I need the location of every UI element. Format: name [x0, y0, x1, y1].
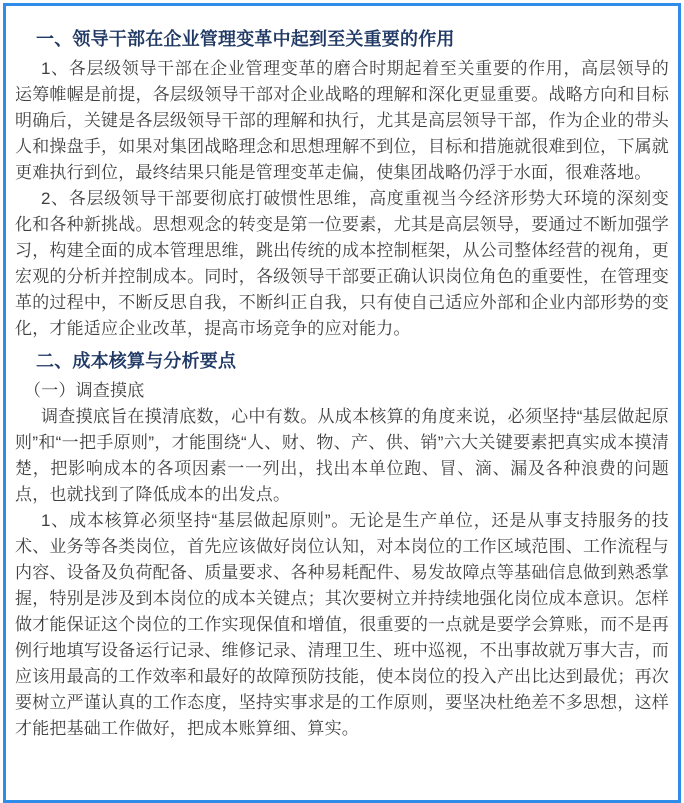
section-1-heading: 一、领导干部在企业管理变革中起到至关重要的作用 [36, 29, 455, 49]
section-cost-accounting [15, 348, 669, 742]
document-page [3, 3, 681, 803]
paragraph: 1、各层级领导干部在企业管理变革的磨合时期起着至关重要的作用，高层领导的运筹帷幄是前提，各层级领导干部对企业战略的理解和深化更显重要。战略方向和目标明确后，关键是各层级领导干部的理解和执行，尤其是高层领导干部，作为企业的带头人和操盘手，如果对集团战略理念和思想理解不到位，目标和措施就很难到位，下属就更难执行到位，最终结果只能是管理变革走偏，使集团战略仍浮于水面，很难落地。 [15, 59, 669, 182]
section-2-heading: 二、成本核算与分析要点 [36, 351, 237, 371]
paragraph: 1、成本核算必须坚持“基层做起原则”。无论是生产单位，还是从事支持服务的技术、业务等各类岗位，首先应该做好岗位认知，对本岗位的工作区域范围、工作流程与内容、设备及负荷配备、质量要求、各种易耗配件、易发故障点等基础信息做到熟悉掌握，特别是涉及到本岗位的成本关键点；其次要树立并持续地强化岗位成本意识。怎样做才能保证这个岗位的工作实现保值和增值，很重要的一点就是要学会算账，而不是再例行地填写设备运行记录、维修记录、清理卫生、班中巡视，不出事故就万事大吉，而应该用最高的工作效率和最好的故障预防技能，使本岗位的投入产出比达到最优；再次要树立严谨认真的工作态度，坚持实事求是的工作原则，要坚决杜绝差不多思想，这样才能把基础工作做好，把成本账算细、算实。 [15, 511, 669, 738]
paragraph: 2、各层级领导干部要彻底打破惯性思维，高度重视当今经济形势大环境的深刻变化和各种新挑战。思想观念的转变是第一位要素，尤其是高层领导，要通过不断加强学习，构建全面的成本管理思维，跳出传统的成本控制框架，从公司整体经营的视角，更宏观的分析并控制成本。同时，各级领导干部要正确认识岗位角色的重要性，在管理变革的过程中，不断反思自我，不断纠正自我，只有使自己适应外部和企业内部形势的变化，才能适应企业改革，提高市场竞争的应对能力。 [15, 189, 669, 338]
sub-heading: （一）调查摸底 [24, 381, 145, 400]
section-leadership [15, 26, 669, 342]
paragraph: 调查摸底旨在摸清底数，心中有数。从成本核算的角度来说，必须坚持“基层做起原则”和“一把手原则”，才能围绕“人、财、物、产、供、销”六大关键要素把真实成本摸清楚，把影响成本的各项因素一一列出，找出本单位跑、冒、滴、漏及各种浪费的问题点，也就找到了降低成本的出发点。 [15, 407, 669, 504]
